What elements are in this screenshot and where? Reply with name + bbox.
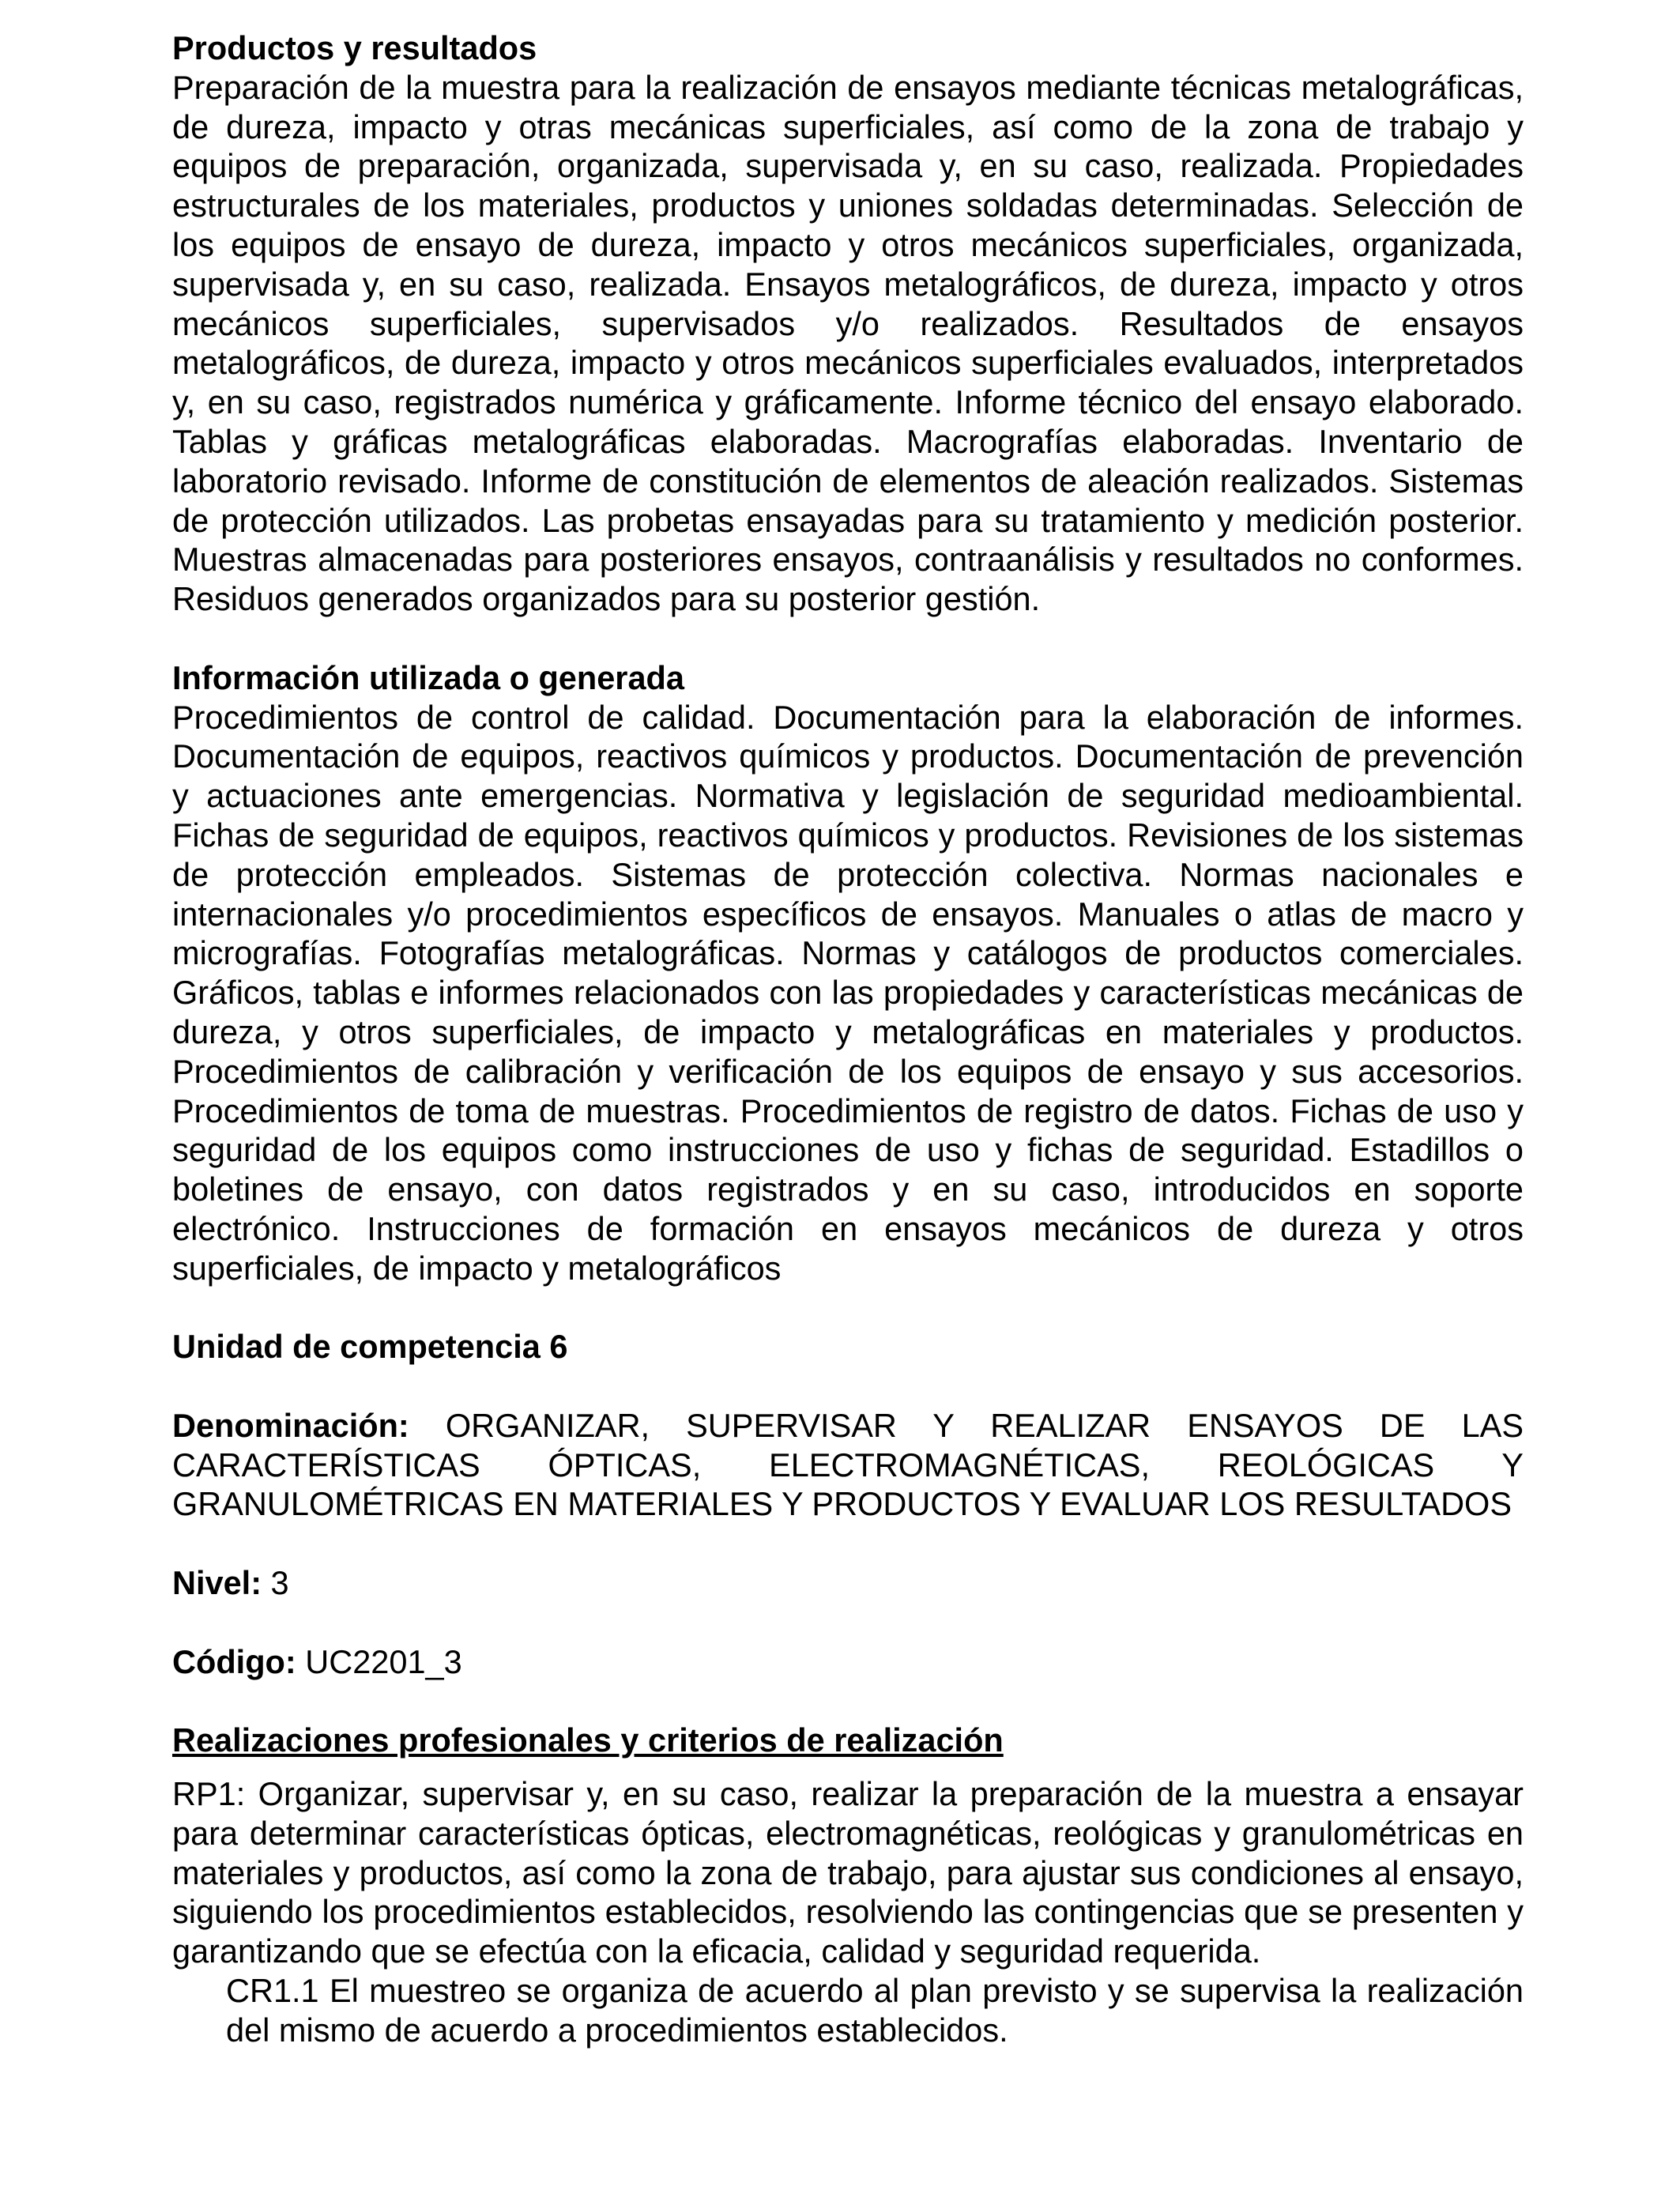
document-page — [172, 28, 1524, 2050]
spacer — [172, 1288, 1524, 1328]
spacer — [172, 1603, 1524, 1642]
denominacion-label: Denominación: — [172, 1406, 409, 1444]
spacer — [172, 619, 1524, 658]
unidad-heading: Unidad de competencia 6 — [172, 1328, 568, 1366]
spacer — [172, 1524, 1524, 1563]
productos-heading: Productos y resultados — [172, 29, 537, 66]
nivel-field — [172, 1563, 1524, 1603]
codigo-value: UC2201_3 — [305, 1642, 462, 1680]
realizaciones-title: Realizaciones profesionales y criterios de realización — [172, 1721, 1004, 1759]
rp1-text: RP1: Organizar, supervisar y, en su caso, realizar la preparación de la muestra a ensayar para determinar características ópticas, electromagnéticas, reológicas y granulométricas en materiales y productos, así como la zona de trabajo, para ajustar sus condiciones al ensayo, siguiendo los procedimientos establecidos, resolviendo las contingencias que se presenten y garantizando que se efectúa con la eficacia, calidad y seguridad requerida. — [172, 1775, 1524, 1970]
productos-body: Preparación de la muestra para la realización de ensayos mediante técnicas metalográficas, de dureza, impacto y otras mecánicas superficiales, así como de la zona de trabajo y equipos de preparación, organizada, supervisada y, en su caso, realizada. Propiedades estructurales de los materiales, productos y uniones soldadas determinadas. Selección de los equipos de ensayo de dureza, impacto y otros mecánicos superficiales, organizada, supervisada y, en su caso, realizada. Ensayos metalográficos, de dureza, impacto y otros mecánicos superficiales, supervisados y/o realizados. Resultados de ensayos metalográficos, de dureza, impacto y otros mecánicos superficiales evaluados, interpretados y, en su caso, registrados numérica y gráficamente. Informe técnico del ensayo elaborado. Tablas y gráficas metalográficas elaboradas. Macrografías elaboradas. Inventario de laboratorio revisado. Informe de constitución de elementos de aleación realizados. Sistemas de protección utilizados. Las probetas ensayadas para su tratamiento y medición posterior. Muestras almacenadas para posteriores ensayos, contraanálisis y resultados no conformes. Residuos generados organizados para su posterior gestión. — [172, 68, 1524, 618]
spacer — [172, 1681, 1524, 1721]
nivel-value: 3 — [270, 1564, 289, 1602]
codigo-field — [172, 1642, 1524, 1682]
spacer — [172, 1367, 1524, 1406]
nivel-label: Nivel: — [172, 1564, 262, 1602]
codigo-label: Código: — [172, 1642, 296, 1680]
informacion-body: Procedimientos de control de calidad. Documentación para la elaboración de informes. Documentación de equipos, reactivos químicos y productos. Documentación de prevención y actuaciones ante emergencias. Normativa y legislación de seguridad medioambiental. Fichas de seguridad de equipos, reactivos químicos y productos. Revisiones de los sistemas de protección empleados. Sistemas de protección colectiva. Normas nacionales e internacionales y/o procedimientos específicos de ensayos. Manuales o atlas de macro y micrografías. Fotografías metalográficas. Normas y catálogos de productos comerciales. Gráficos, tablas e informes relacionados con las propiedades y características mecánicas de dureza, y otros superficiales, de impacto y metalográficas en materiales y productos. Procedimientos de calibración y verificación de los equipos de ensayo y sus accesorios. Procedimientos de toma de muestras. Procedimientos de registro de datos. Fichas de uso y seguridad de los equipos como instrucciones de uso y fichas de seguridad. Estadillos o boletines de ensayo, con datos registrados y en su caso, introducidos en soporte electrónico. Instrucciones de formación en ensayos mecánicos de dureza y otros superficiales, de impacto y metalográficos — [172, 698, 1524, 1287]
denominacion-field — [172, 1406, 1524, 1524]
informacion-heading: Información utilizada o generada — [172, 658, 684, 696]
cr1-1-text: CR1.1 El muestreo se organiza de acuerdo al plan previsto y se supervisa la realización del mismo de acuerdo a procedimientos establecidos. — [226, 1972, 1524, 2049]
denominacion-value: ORGANIZAR, SUPERVISAR Y REALIZAR ENSAYOS DE LAS CARACTERÍSTICAS ÓPTICAS, ELECTROMAGNÉTICAS, REOLÓGICAS Y GRANULOMÉTRICAS EN MATERIALES Y PRODUCTOS Y EVALUAR LOS RESULTADOS — [172, 1406, 1524, 1523]
